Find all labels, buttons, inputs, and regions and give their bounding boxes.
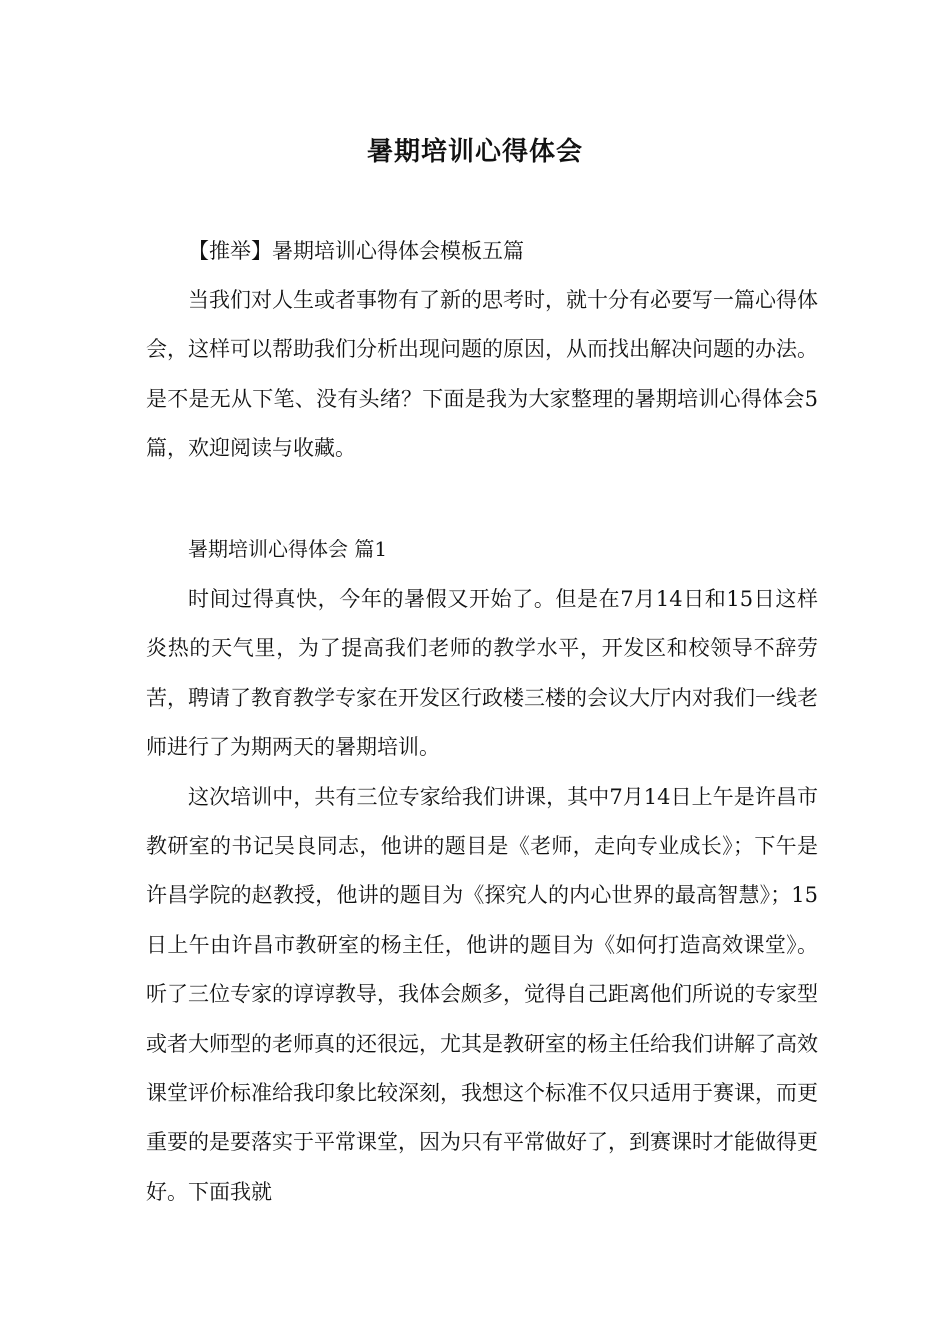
body-paragraph-1: 时间过得真快，今年的暑假又开始了。但是在7月14日和15日这样炎热的天气里，为了提高我们老师的教学水平，开发区和校领导不辞劳苦，聘请了教育教学专家在开发区行政楼三楼的会议大厅内对我们一线老师进行了为期两天的暑期培训。 [146, 587, 818, 760]
section-title-text: 暑期培训心得体会 篇1 [188, 537, 388, 561]
article-body [146, 575, 818, 1217]
document-subtitle [146, 227, 818, 276]
intro-section [146, 276, 818, 474]
subtitle-text: 【推举】暑期培训心得体会模板五篇 [188, 239, 524, 263]
body-paragraph-2: 这次培训中，共有三位专家给我们讲课，其中7月14日上午是许昌市教研室的书记吴良同志，他讲的题目是《老师，走向专业成长》；下午是许昌学院的赵教授，他讲的题目为《探究人的内心世界的最高智慧》；15日上午由许昌市教研室的杨主任，他讲的题目为《如何打造高效课堂》。听了三位专家的谆谆教导，我体会颇多，觉得自己距离他们所说的专家型或者大师型的老师真的还很远，尤其是教研室的杨主任给我们讲解了高效课堂评价标准给我印象比较深刻，我想这个标准不仅只适用于赛课，而更重要的是要落实于平常课堂，因为只有平常做好了，到赛课时才能做得更好。下面我就 [146, 784, 818, 1204]
intro-paragraph: 当我们对人生或者事物有了新的思考时，就十分有必要写一篇心得体会，这样可以帮助我们分析出现问题的原因，从而找出解决问题的办法。是不是无从下笔、没有头绪？下面是我为大家整理的暑期培训心得体会5篇，欢迎阅读与收藏。 [146, 288, 818, 461]
document-title: 暑期培训心得体会 [366, 137, 583, 167]
section-heading [146, 525, 818, 574]
